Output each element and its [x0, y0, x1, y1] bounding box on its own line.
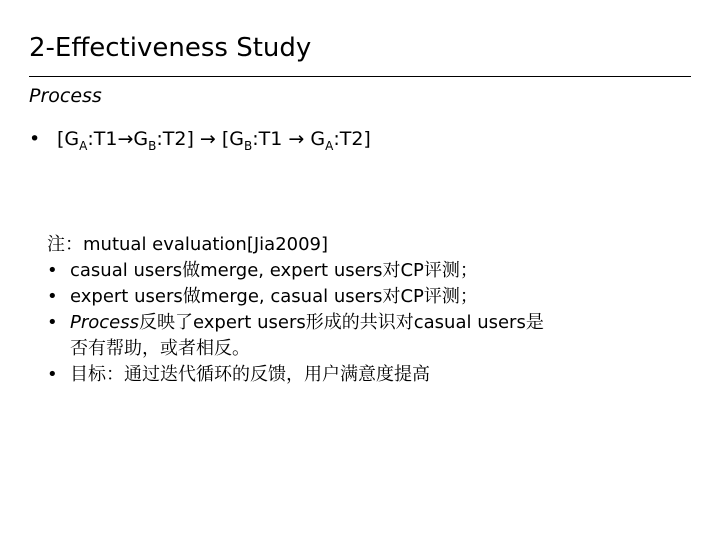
note-heading: 注：mutual evaluation[Jia2009] [47, 234, 329, 255]
formula-subscript: B [148, 138, 157, 153]
note-list [47, 258, 647, 388]
list-item-text [70, 310, 647, 336]
arrow-icon: → [117, 128, 134, 150]
bullet-icon: • [47, 364, 58, 385]
arrow-icon: → [193, 128, 222, 150]
formula-text: :T1 [87, 128, 118, 150]
formula-text: [G [221, 128, 245, 150]
list-item [47, 284, 647, 310]
formula-text: G [310, 128, 326, 150]
slide-title: 2-Effectiveness Study [29, 33, 312, 63]
list-item-text-rest: 反映了expert users形成的共识对casual users是 [139, 312, 544, 333]
list-item [47, 258, 647, 284]
bullet-icon: • [47, 286, 58, 307]
process-term: Process [70, 312, 139, 333]
arrow-icon: → [282, 128, 311, 150]
formula-text: :T2] [333, 128, 371, 150]
formula-text: G [133, 128, 149, 150]
list-item-text: expert users做merge, casual users对CP评测； [70, 286, 478, 307]
list-item-text-continued: 否有帮助，或者相反。 [70, 338, 250, 359]
formula-text: :T1 [252, 128, 283, 150]
bullet-icon: • [47, 260, 58, 281]
title-divider [29, 76, 691, 77]
formula-text: [G [57, 128, 80, 150]
bullet-icon: • [47, 312, 58, 333]
formula-text: :T2] [156, 128, 194, 150]
list-item [47, 310, 647, 362]
slide-subtitle: Process [29, 85, 102, 107]
formula-subscript: A [325, 138, 334, 153]
formula-subscript: B [244, 138, 253, 153]
list-item-text: casual users做merge, expert users对CP评测； [70, 260, 478, 281]
note-block [47, 232, 647, 388]
list-item [47, 362, 647, 388]
process-formula [29, 126, 371, 152]
formula-subscript: A [79, 138, 88, 153]
bullet-icon: • [29, 128, 41, 150]
list-item-text: 目标：通过迭代循环的反馈，用户满意度提高 [70, 364, 430, 385]
